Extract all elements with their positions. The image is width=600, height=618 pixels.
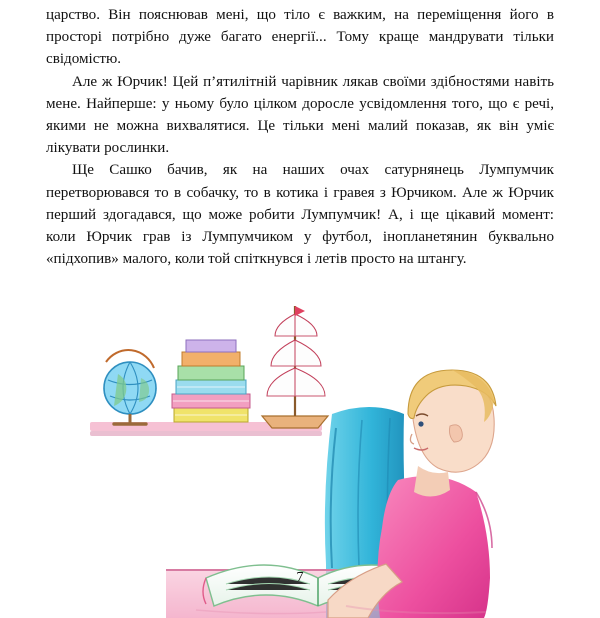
paragraph-3: Ще Сашко бачив, як на наших очах сатурнянець Лумпумчик перетворювався то в собачку, то в котика і гравея з Юрчиком. Але ж Юрчик перший здогадався, що може робити Лумпумчик! А, і ще цікавий момент: коли Юрчик грав із Лумпумчиком у футбол, інопланетянин буквально «підхопив» малого, коли той спіткнувся і летів просто на штангу.: [46, 162, 554, 268]
paragraph-2: Але ж Юрчик! Цей п’ятилітній чарівник лякав своїми здібностями навіть мене. Найперше: у ньому було цілком доросле усвідомлення того, що є речі, якими не можна вихвалятися. Це тільки мені малий показав, як він уміє лікувати рослинки.: [46, 73, 554, 157]
paragraph-1: царство. Він пояснював мені, що тіло є важким, на переміщення його в просторі потрібно дуже багато енергії... Тому краще мандрувати тільки свідомістю.: [46, 7, 554, 68]
model-sailing-ship: [262, 306, 328, 428]
stack-of-books: [172, 340, 250, 422]
body-text: [46, 0, 554, 270]
illustration-boy-reading: [46, 288, 554, 618]
globe-icon: [104, 350, 156, 424]
page-number: 7: [296, 570, 304, 585]
